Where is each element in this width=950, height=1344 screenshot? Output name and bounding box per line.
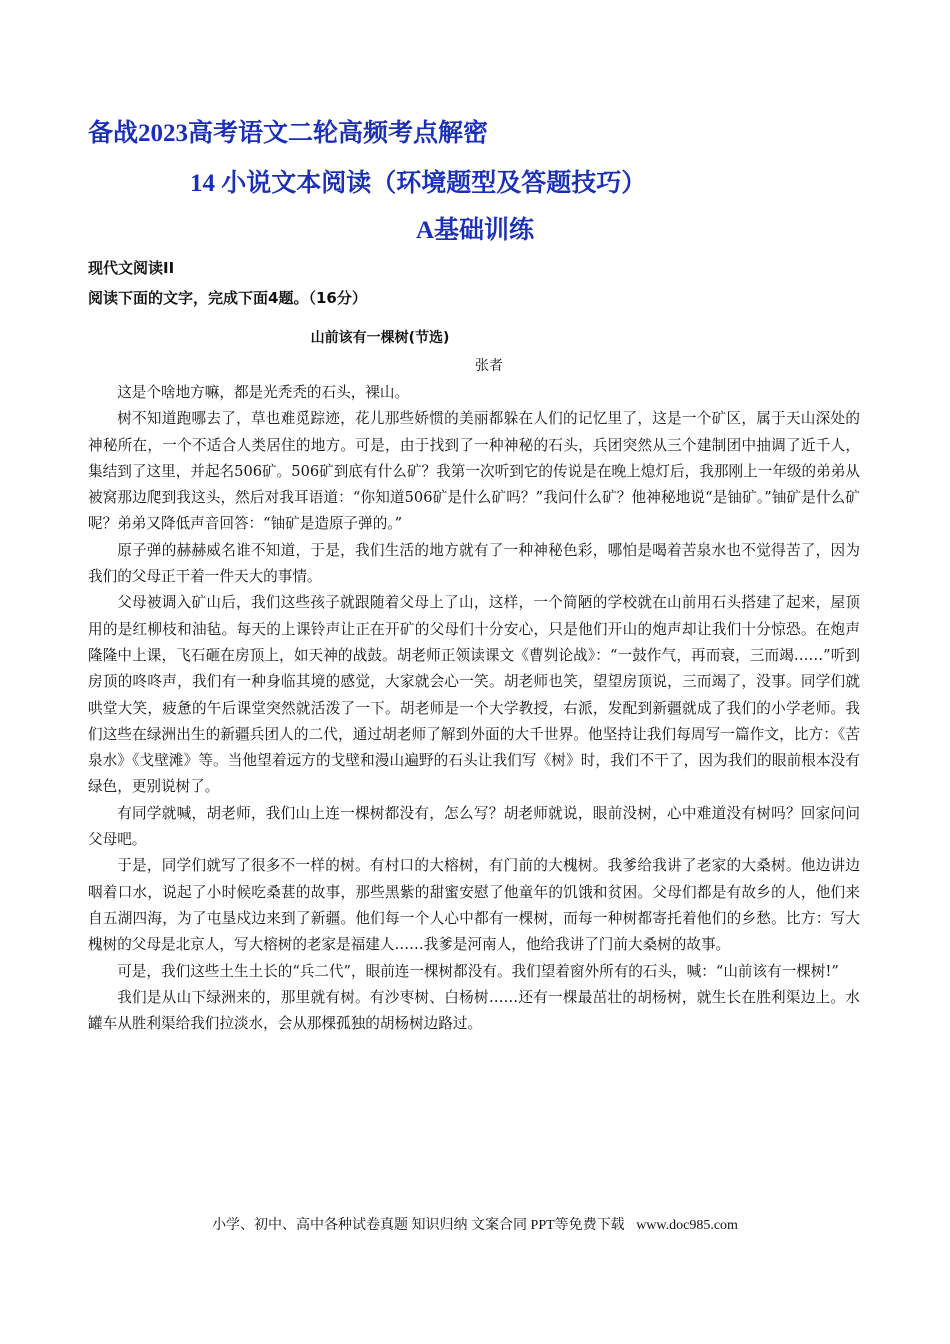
paragraph: 可是，我们这些土生土长的“兵二代”，眼前连一棵树都没有。我们望着窗外所有的石头，喊：“山前该有一棵树!” xyxy=(117,962,839,980)
footer-text: 小学、初中、高中各种试卷真题 知识归纳 文案合同 PPT等免费下载 xyxy=(212,1218,625,1233)
passage-title: 山前该有一棵树(节选) xyxy=(310,330,450,346)
paragraph: 于是，同学们就写了很多不一样的树。有村口的大榕树，有门前的大槐树。我爹给我讲了老家的大桑树。他边讲边咽着口水，说起了小时候吃桑葚的故事，那些黑紫的甜蜜安慰了他童年的饥饿和贫困。父母们都是有故乡的人，他们来自五湖四海，为了屯垦戍边来到了新疆。他们每一个人心中都有一棵树，而每一种树都寄托着他们的乡愁。比方：写大槐树的父母是北京人，写大榕树的老家是福建人……我爹是河南人，他给我讲了门前大桑树的故事。 xyxy=(88,857,860,954)
question-instruction: 阅读下面的文字，完成下面4题。（16分） xyxy=(88,289,367,307)
passage-body xyxy=(88,380,860,1037)
passage-author: 张者 xyxy=(475,358,503,374)
footer-site-link[interactable]: www.doc985.com xyxy=(636,1218,738,1233)
training-level-heading: A基础训练 xyxy=(415,217,535,244)
page-footer xyxy=(0,1214,950,1234)
paragraph: 原子弹的赫赫威名谁不知道，于是，我们生活的地方就有了一种神秘色彩，哪怕是喝着苦泉水也不觉得苦了，因为我们的父母正干着一件天大的事情。 xyxy=(88,541,860,586)
document-subtitle: 14 小说文本阅读（环境题型及答题技巧） xyxy=(190,170,647,197)
section-label: 现代文阅读II xyxy=(88,259,175,277)
paragraph: 有同学就喊，胡老师，我们山上连一棵树都没有，怎么写？胡老师就说，眼前没树，心中难道没有树吗？回家问问父母吧。 xyxy=(88,804,860,849)
paragraph: 父母被调入矿山后，我们这些孩子就跟随着父母上了山，这样，一个简陋的学校就在山前用石头搭建了起来，屋顶用的是红柳枝和油毡。每天的上课铃声让正在开矿的父母们十分安心，只是他们开山的炮声却让我们十分惊恐。在炮声隆隆中上课，飞石砸在房顶上，如天神的战鼓。胡老师正领读课文《曹刿论战》：“一鼓作气，再而衰，三而竭……”听到房顶的咚咚声，我们有一种身临其境的感觉，大家就会心一笑。胡老师也笑，望望房顶说，三而竭了，没事。同学们就哄堂大笑，疲惫的午后课堂突然就活泼了一下。胡老师是一个大学教授，右派，发配到新疆就成了我们的小学老师。我们这些在绿洲出生的新疆兵团人的二代，通过胡老师了解到外面的大千世界。他坚持让我们每周写一篇作文，比方：《苦泉水》《戈壁滩》等。当他望着远方的戈壁和漫山遍野的石头让我们写《树》时，我们不干了，因为我们的眼前根本没有绿色，更别说树了。 xyxy=(88,594,860,796)
paragraph: 树不知道跑哪去了，草也难觅踪迹，花儿那些娇惯的美丽都躲在人们的记忆里了，这是一个矿区，属于天山深处的神秘所在，一个不适合人类居住的地方。可是，由于找到了一种神秘的石头，兵团突然从三个建制团中抽调了近千人，集结到了这里，并起名506矿。506矿到底有什么矿？我第一次听到它的传说是在晚上熄灯后，我那刚上一年级的弟弟从被窝那边爬到我这头，然后对我耳语道：“你知道506矿是什么矿吗？”我问什么矿？他神秘地说“是铀矿。”铀矿是什么矿呢？弟弟又降低声音回答：“铀矿是造原子弹的。” xyxy=(88,410,860,533)
paragraph: 这是个啥地方嘛，都是光秃秃的石头，裸山。 xyxy=(117,384,410,401)
document-title: 备战2023高考语文二轮高频考点解密 xyxy=(88,120,489,147)
paragraph: 我们是从山下绿洲来的，那里就有树。有沙枣树、白杨树……还有一棵最茁壮的胡杨树，就生长在胜利渠边上。水罐车从胜利渠给我们拉淡水，会从那棵孤独的胡杨树边路过。 xyxy=(88,988,860,1033)
